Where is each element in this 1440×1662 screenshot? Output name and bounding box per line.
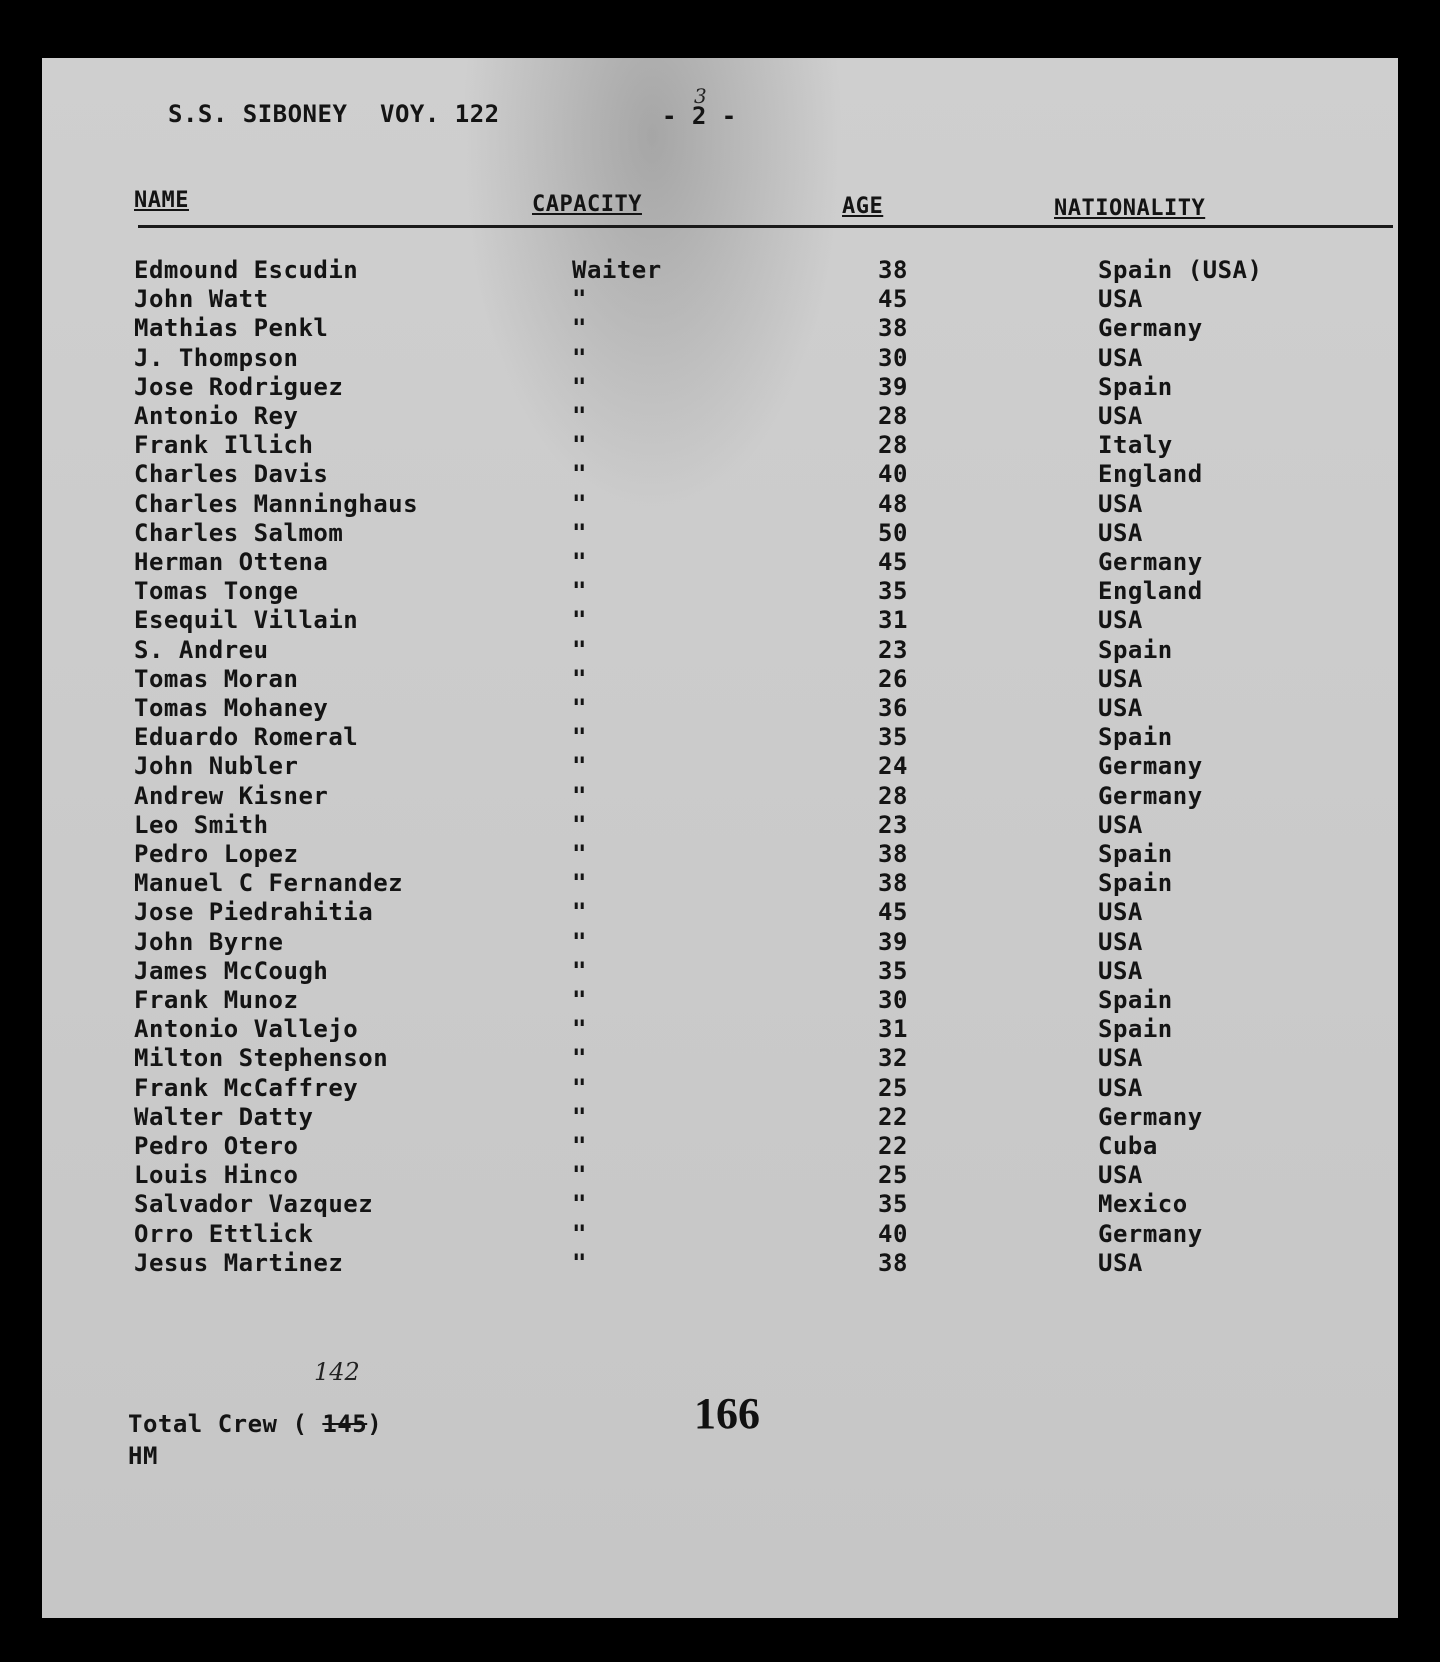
table-row [42,898,1398,928]
crew-nationality: USA [1098,810,1143,839]
table-row [42,548,1398,578]
crew-name: Pedro Otero [134,1132,299,1160]
crew-nationality: Spain [1098,372,1173,401]
crew-capacity: " [572,372,587,401]
table-row [42,606,1398,636]
crew-nationality: Mexico [1098,1190,1188,1219]
crew-name: Frank McCaffrey [134,1073,359,1102]
crew-capacity: " [572,548,587,576]
crew-capacity: " [572,343,587,372]
crew-capacity: " [572,518,587,547]
crew-name: Manuel C Fernandez [134,869,404,898]
crew-nationality: Italy [1098,431,1173,460]
crew-nationality: USA [1098,898,1143,927]
crew-age: 26 [878,664,908,693]
crew-name: Frank Munoz [134,986,299,1014]
crew-capacity: " [572,869,587,898]
crew-capacity: Waiter [572,256,662,284]
crew-nationality: USA [1098,518,1143,547]
crew-nationality: England [1098,460,1203,489]
crew-name: Salvador Vazquez [134,1190,374,1219]
crew-capacity: " [572,1248,587,1277]
crew-nationality: Germany [1098,1219,1203,1248]
crew-capacity: " [572,635,587,664]
crew-name: Mathias Penkl [134,314,329,343]
crew-age: 38 [878,840,908,868]
crew-name: Charles Manninghaus [134,489,419,518]
initials: HM [128,1442,158,1470]
crew-capacity: " [572,1132,587,1160]
crew-name: Leo Smith [134,810,269,839]
crew-age: 30 [878,986,908,1014]
crew-name: Esequil Villain [134,606,359,635]
crew-capacity: " [572,1044,587,1073]
crew-capacity: " [572,577,587,606]
crew-age: 24 [878,752,908,781]
crew-age: 31 [878,606,908,635]
crew-capacity: " [572,752,587,781]
table-row [42,577,1398,607]
table-row [42,1103,1398,1133]
table-row [42,519,1398,549]
crew-age: 25 [878,1161,908,1190]
crew-nationality: USA [1098,402,1143,430]
document-page [42,58,1398,1618]
crew-age: 28 [878,781,908,810]
crew-age: 36 [878,694,908,722]
crew-age: 22 [878,1132,908,1160]
crew-capacity: " [572,1161,587,1190]
crew-capacity: " [572,489,587,518]
table-row [42,694,1398,724]
crew-nationality: USA [1098,343,1143,372]
column-header-capacity: CAPACITY [532,192,642,217]
crew-nationality: USA [1098,489,1143,518]
crew-age: 45 [878,898,908,927]
table-row [42,256,1398,286]
page-number-correction: 3 [694,84,707,108]
crew-nationality: USA [1098,694,1143,722]
crew-nationality: Spain [1098,723,1173,752]
crew-name: Louis Hinco [134,1161,299,1190]
crew-age: 40 [878,460,908,489]
total-crew-text: Total Crew ( [128,1410,308,1438]
table-row [42,344,1398,374]
crew-nationality: Germany [1098,752,1203,781]
crew-age: 48 [878,489,908,518]
crew-nationality: USA [1098,1248,1143,1277]
crew-name: J. Thompson [134,343,299,372]
crew-age: 30 [878,343,908,372]
table-row [42,1220,1398,1250]
crew-name: Milton Stephenson [134,1044,389,1073]
crew-capacity: " [572,1015,587,1044]
crew-capacity: " [572,1190,587,1219]
table-row [42,460,1398,490]
crew-nationality: Spain (USA) [1098,256,1263,284]
crew-capacity: " [572,285,587,314]
crew-name: Tomas Tonge [134,577,299,606]
page-number: - 2 - [662,102,737,130]
crew-capacity: " [572,840,587,868]
crew-name: Orro Ettlick [134,1219,314,1248]
crew-age: 22 [878,1102,908,1131]
crew-nationality: USA [1098,664,1143,693]
crew-name: John Watt [134,285,269,314]
crew-name: Frank Illich [134,431,314,460]
crew-name: Edmound Escudin [134,256,359,284]
crew-name: Pedro Lopez [134,840,299,868]
crew-name: John Byrne [134,927,284,956]
crew-age: 31 [878,1015,908,1044]
table-row [42,1015,1398,1045]
crew-capacity: " [572,1219,587,1248]
crew-nationality: USA [1098,1044,1143,1073]
table-row [42,752,1398,782]
crew-name: John Nubler [134,752,299,781]
crew-capacity: " [572,314,587,343]
crew-age: 35 [878,577,908,606]
total-crew-label [128,1410,382,1438]
crew-age: 38 [878,1248,908,1277]
table-row [42,314,1398,344]
crew-name: Tomas Moran [134,664,299,693]
crew-age: 38 [878,314,908,343]
column-header-age: AGE [842,194,884,219]
crew-age: 39 [878,372,908,401]
table-row [42,373,1398,403]
crew-nationality: Germany [1098,548,1203,576]
crew-name: Eduardo Romeral [134,723,359,752]
column-header-nationality: NATIONALITY [1054,196,1206,221]
crew-age: 45 [878,548,908,576]
crew-nationality: Germany [1098,1102,1203,1131]
crew-nationality: Spain [1098,986,1173,1014]
crew-nationality: Spain [1098,869,1173,898]
table-row [42,782,1398,812]
crew-nationality: Germany [1098,781,1203,810]
crew-nationality: England [1098,577,1203,606]
crew-age: 38 [878,256,908,284]
table-row [42,1132,1398,1162]
total-crew-struck-value: 145 [322,1410,368,1438]
table-row [42,723,1398,753]
table-row [42,665,1398,695]
crew-capacity: " [572,402,587,430]
table-row [42,1074,1398,1104]
table-row [42,986,1398,1016]
table-row [42,490,1398,520]
table-row [42,402,1398,432]
crew-capacity: " [572,898,587,927]
table-row [42,431,1398,461]
table-row [42,869,1398,899]
crew-age: 35 [878,723,908,752]
voyage-number: VOY. 122 [380,100,500,128]
column-header-name: NAME [134,188,189,213]
crew-capacity: " [572,781,587,810]
crew-age: 23 [878,635,908,664]
crew-name: James McCough [134,956,329,985]
crew-name: Charles Salmom [134,518,344,547]
crew-name: Herman Ottena [134,548,329,576]
crew-nationality: Cuba [1098,1132,1158,1160]
crew-capacity: " [572,606,587,635]
crew-nationality: Spain [1098,840,1173,868]
crew-name: Jesus Martinez [134,1248,344,1277]
crew-capacity: " [572,927,587,956]
crew-nationality: USA [1098,1161,1143,1190]
crew-nationality: USA [1098,285,1143,314]
crew-name: Jose Piedrahitia [134,898,374,927]
crew-age: 32 [878,1044,908,1073]
crew-age: 23 [878,810,908,839]
crew-capacity: " [572,956,587,985]
crew-nationality: USA [1098,1073,1143,1102]
crew-capacity: " [572,694,587,722]
crew-age: 39 [878,927,908,956]
table-row [42,636,1398,666]
crew-name: Tomas Mohaney [134,694,329,722]
crew-nationality: USA [1098,927,1143,956]
table-row [42,1161,1398,1191]
crew-age: 28 [878,431,908,460]
crew-age: 35 [878,956,908,985]
crew-age: 35 [878,1190,908,1219]
crew-age: 45 [878,285,908,314]
crew-age: 28 [878,402,908,430]
crew-capacity: " [572,810,587,839]
crew-name: Walter Datty [134,1102,314,1131]
stamp-number: 166 [694,1389,760,1438]
table-row [42,1190,1398,1220]
crew-capacity: " [572,664,587,693]
crew-name: Antonio Rey [134,402,299,430]
crew-nationality: USA [1098,956,1143,985]
crew-name: Jose Rodriguez [134,372,344,401]
crew-nationality: Spain [1098,1015,1173,1044]
crew-capacity: " [572,431,587,460]
crew-age: 38 [878,869,908,898]
crew-capacity: " [572,460,587,489]
vessel-name: S.S. SIBONEY [168,100,348,128]
header-rule [138,225,1393,228]
crew-name: Andrew Kisner [134,781,329,810]
crew-age: 25 [878,1073,908,1102]
crew-capacity: " [572,723,587,752]
crew-nationality: Germany [1098,314,1203,343]
table-row [42,840,1398,870]
crew-capacity: " [572,1102,587,1131]
crew-capacity: " [572,1073,587,1102]
crew-name: Antonio Vallejo [134,1015,359,1044]
table-row [42,811,1398,841]
table-row [42,285,1398,315]
crew-capacity: " [572,986,587,1014]
crew-age: 50 [878,518,908,547]
crew-nationality: Spain [1098,635,1173,664]
table-row [42,1044,1398,1074]
total-crew-handwritten: 142 [314,1358,360,1386]
table-row [42,957,1398,987]
crew-name: S. Andreu [134,635,269,664]
table-row [42,928,1398,958]
crew-name: Charles Davis [134,460,329,489]
table-row [42,1249,1398,1279]
crew-age: 40 [878,1219,908,1248]
total-crew-close: ) [367,1410,383,1438]
crew-nationality: USA [1098,606,1143,635]
